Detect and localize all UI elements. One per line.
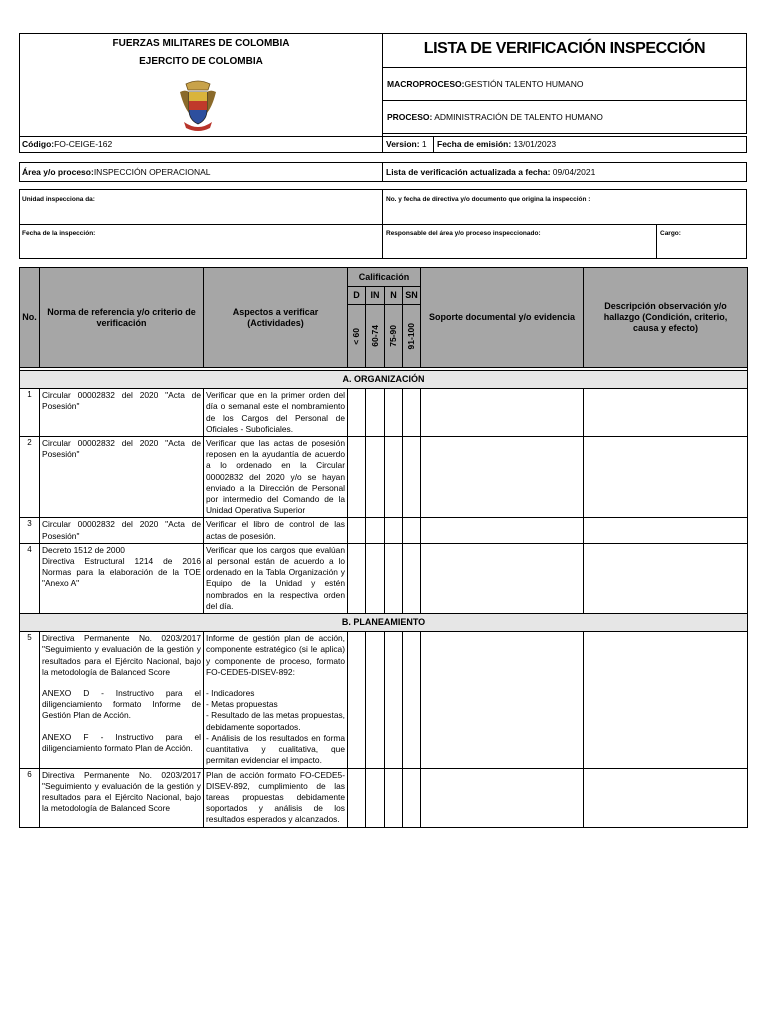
grade-n-cell[interactable] (385, 518, 403, 543)
row-number: 6 (20, 768, 40, 827)
descripcion-cell[interactable] (584, 389, 748, 437)
grade-sn-cell[interactable] (403, 437, 421, 518)
area-value: INSPECCIÓN OPERACIONAL (93, 167, 211, 177)
aspectos-paragraph: Verificar que en la primer orden del día o semanal este el nombramiento de los Cargos del Personal de Oficiales - Suboficiales. (206, 390, 345, 434)
aspectos-cell (204, 437, 348, 518)
codigo-value: FO-CEIGE-162 (54, 139, 113, 149)
aspectos-cell (204, 768, 348, 827)
fecha-emision-value: 13/01/2023 (513, 139, 557, 149)
lista-label: Lista de verificación actualizada a fecha: (386, 167, 551, 177)
grade-in-cell[interactable] (366, 543, 385, 613)
aspectos-paragraph: Verificar el libro de control de las actas de posesión. (206, 519, 345, 541)
col-soporte-header: Soporte documental y/o evidencia (421, 268, 584, 368)
descripcion-cell[interactable] (584, 437, 748, 518)
col-descripcion-header: Descripción observación y/o hallazgo (Condición, criterio, causa y efecto) (584, 268, 748, 368)
grade-d-cell[interactable] (348, 543, 366, 613)
cargo-label: Cargo: (660, 230, 681, 237)
macroproceso-field (387, 79, 742, 89)
grade-in-cell[interactable] (366, 389, 385, 437)
table-row (20, 632, 748, 768)
doc-title: LISTA DE VERIFICACIÓN INSPECCIÓN (423, 40, 706, 57)
col-calificacion-header: Calificación (348, 268, 421, 287)
table-row (20, 437, 748, 518)
range-60-74: 60-74 (369, 325, 380, 347)
codigo-label: Código: (22, 139, 55, 149)
aspectos-paragraph: Verificar que los cargos que evalúan al personal están de acuerdo a lo ordenado en la Tabla Organización y Equipo de la Unidad y estén nombrados en la respectiva orden del día. (206, 544, 345, 611)
directiva-label: No. y fecha de directiva y/o documento que origina la inspección : (386, 196, 591, 203)
grade-n-cell[interactable] (385, 543, 403, 613)
range-cell (348, 305, 366, 368)
norma-cell (40, 518, 204, 543)
grade-in: IN (366, 287, 385, 305)
norma-paragraph: Circular 00002832 del 2020 "Acta de Posesión" (42, 519, 201, 541)
aspectos-paragraph: - Resultado de las metas propuestas, debidamente soportados. (206, 710, 345, 732)
macroproceso-value: GESTIÓN TALENTO HUMANO (464, 79, 584, 89)
grade-in-cell[interactable] (366, 437, 385, 518)
descripcion-cell[interactable] (584, 632, 748, 768)
grade-d-cell[interactable] (348, 518, 366, 543)
col-norma-header: Norma de referencia y/o criterio de verificación (40, 268, 204, 368)
descripcion-cell[interactable] (584, 543, 748, 613)
area-label: Área y/o proceso: (22, 167, 94, 177)
codigo-field (22, 139, 112, 149)
norma-cell (40, 389, 204, 437)
org-line-2: EJERCITO DE COLOMBIA (139, 56, 263, 67)
grade-sn-cell[interactable] (403, 768, 421, 827)
grade-in-cell[interactable] (366, 518, 385, 543)
aspectos-cell (204, 518, 348, 543)
range-under-60: < 60 (351, 327, 361, 345)
norma-paragraph: Circular 00002832 del 2020 "Acta de Posesión" (42, 438, 201, 460)
norma-cell (40, 632, 204, 768)
grade-n-cell[interactable] (385, 632, 403, 768)
row-number: 5 (20, 632, 40, 768)
grade-sn: SN (403, 287, 421, 305)
org-line-1: FUERZAS MILITARES DE COLOMBIA (112, 38, 290, 49)
fecha-emision-field (437, 139, 556, 149)
descripcion-cell[interactable] (584, 768, 748, 827)
unidad-label: Unidad inspecciona da: (22, 196, 95, 203)
norma-paragraph: Decreto 1512 de 2000 (42, 544, 125, 555)
norma-paragraph: Directiva Permanente No. 0203/2017 "Seguimiento y evaluación de la gestión y resultados para el Ejército Nacional, bajo la metodología de Balanced Score (42, 633, 201, 677)
unidad-box (19, 189, 383, 225)
grade-n: N (385, 287, 403, 305)
grade-d-cell[interactable] (348, 768, 366, 827)
table-row (20, 543, 748, 613)
norma-paragraph: ANEXO D - Instructivo para el diligenciamiento formato Informe de Gestión Plan de Acción. (42, 688, 201, 721)
fecha-emision-label: Fecha de emisión: (437, 139, 512, 149)
lista-field (386, 167, 595, 177)
norma-paragraph: Directiva Permanente No. 0203/2017 "Seguimiento y evaluación de la gestión y resultados para el Ejército Nacional, bajo la metodología de Balanced Score (42, 769, 201, 814)
aspectos-paragraph (206, 678, 345, 688)
col-no-header: No. (20, 268, 40, 368)
range-cell (385, 305, 403, 368)
aspectos-cell (204, 632, 348, 768)
row-number: 4 (20, 543, 40, 613)
aspectos-paragraph: - Metas propuestas (206, 699, 278, 710)
norma-paragraph: Directiva Estructural 1214 de 2016 Normas para la elaboración de la TOE "Anexo A" (42, 556, 201, 589)
soporte-cell[interactable] (421, 632, 584, 768)
aspectos-paragraph: Verificar que las actas de posesión reposen en la ayudantía de acuerdo a lo ordenado en la Circular 00002832 del 2020 y/o se hayan enviado a la Dirección de Personal por intermedio del Comando de la Unidad Operativa Superior (206, 438, 345, 516)
row-number: 1 (20, 389, 40, 437)
soporte-cell[interactable] (421, 437, 584, 518)
soporte-cell[interactable] (421, 768, 584, 827)
table-row (20, 768, 748, 827)
version-label: Version: (386, 139, 420, 149)
responsable-label: Responsable del área y/o proceso inspeccionado: (386, 230, 541, 237)
proceso-label: PROCESO: (387, 112, 433, 122)
col-aspectos-header: Aspectos a verificar (Actividades) (204, 268, 348, 368)
verification-table (19, 267, 748, 828)
section-row (20, 371, 748, 389)
norma-paragraph (42, 678, 201, 688)
norma-paragraph (42, 722, 201, 732)
norma-cell (40, 437, 204, 518)
soporte-cell[interactable] (421, 518, 584, 543)
army-coat-of-arms-icon (178, 78, 218, 134)
section-title: A. ORGANIZACIÓN (20, 371, 748, 389)
grade-sn-cell[interactable] (403, 389, 421, 437)
norma-cell (40, 768, 204, 827)
range-91-100: 91-100 (406, 322, 416, 350)
fecha-inspeccion-label: Fecha de la inspección: (22, 230, 96, 237)
version-value: 1 (421, 139, 427, 149)
aspectos-paragraph: Plan de acción formato FO-CEDE5-DISEV-892, cumplimiento de las tareas propuestas debidamente soportados y análisis de los resultados esperados y alcanzados. (206, 769, 345, 825)
descripcion-cell[interactable] (584, 518, 748, 543)
row-number: 3 (20, 518, 40, 543)
aspectos-paragraph: - Análisis de los resultados en forma cuantitativa y cualitativa, que permitan evidenciar el impacto. (206, 732, 345, 766)
grade-d: D (348, 287, 366, 305)
macroproceso-label: MACROPROCESO: (387, 79, 465, 89)
lista-value: 09/04/2021 (552, 167, 596, 177)
norma-paragraph: ANEXO F - Instructivo para el diligenciamiento formato Plan de Acción. (42, 731, 201, 753)
proceso-field (387, 112, 742, 122)
grade-sn-cell[interactable] (403, 518, 421, 543)
row-number: 2 (20, 437, 40, 518)
range-cell (366, 305, 385, 368)
section-row (20, 614, 748, 632)
version-field (386, 139, 427, 149)
norma-paragraph: Circular 00002832 del 2020 "Acta de Posesión" (42, 390, 201, 412)
table-body (20, 371, 748, 828)
proceso-value: ADMINISTRACIÓN DE TALENTO HUMANO (434, 112, 603, 122)
section-title: B. PLANEAMIENTO (20, 614, 748, 632)
grade-n-cell[interactable] (385, 768, 403, 827)
grade-in-cell[interactable] (366, 632, 385, 768)
grade-in-cell[interactable] (366, 768, 385, 827)
soporte-cell[interactable] (421, 389, 584, 437)
grade-sn-cell[interactable] (403, 632, 421, 768)
grade-n-cell[interactable] (385, 389, 403, 437)
grade-n-cell[interactable] (385, 437, 403, 518)
soporte-cell[interactable] (421, 543, 584, 613)
grade-d-cell[interactable] (348, 389, 366, 437)
directiva-box (382, 189, 747, 225)
table-row (20, 518, 748, 543)
aspectos-cell (204, 389, 348, 437)
grade-d-cell[interactable] (348, 437, 366, 518)
norma-cell (40, 543, 204, 613)
area-field (22, 167, 210, 177)
aspectos-paragraph: - Indicadores (206, 688, 255, 699)
range-75-90: 75-90 (388, 325, 398, 347)
grade-sn-cell[interactable] (403, 543, 421, 613)
range-cell (403, 305, 421, 368)
grade-d-cell[interactable] (348, 632, 366, 768)
aspectos-cell (204, 543, 348, 613)
table-row (20, 389, 748, 437)
aspectos-paragraph: Informe de gestión plan de acción, componente estratégico (si le aplica) y componente de proceso, formato FO-CEDE5-DISEV-892: (206, 633, 345, 677)
